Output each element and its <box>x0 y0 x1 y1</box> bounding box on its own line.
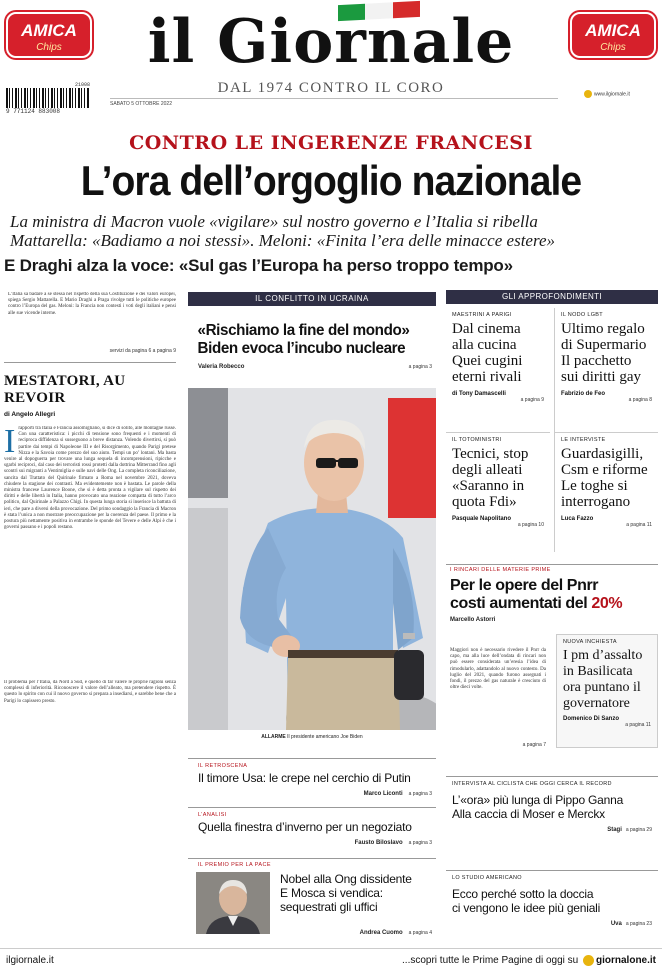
box-ref: a pagina 9 <box>520 397 544 403</box>
basilicata-ref: a pagina 11 <box>625 722 651 728</box>
lead-intro-text: L’Italia sa badare a se stessa nel rispetto della sua Costituzione e dei valori europei, spiega Sergio Mattarella. E Mario Draghi a Praga rivolge tutti le politiche europee contro l’Europa del gas. Meloni: la Francia non contesti i voti degli italiani e pensi alle sue vicende interne. <box>8 292 176 316</box>
analisi-section[interactable] <box>188 807 436 846</box>
rincari-body: Maggiori non è necessario rivedere il Pnrr da capo, ma alla luce dell’ondata di rincari non può essere considerata un’eresia l’idea di rimodularlo, adattandolo al nuovo contesto. Da luglio del 2021, quando furono assegnati i fondi, il prezzo del gas naturale è cresciuto di oltre dieci volte. <box>446 646 550 734</box>
approf-box-1[interactable] <box>446 308 550 438</box>
ad-sub: Chips <box>600 42 626 53</box>
caption-text: Il presidente americano Joe Biden <box>287 734 363 740</box>
issue-number: 21008 <box>74 82 90 88</box>
left-column <box>4 290 176 940</box>
ad-brand: AMICA <box>585 21 641 40</box>
rincari-headline <box>450 577 654 613</box>
barcode-number: 9 771124 883008 <box>6 108 61 115</box>
editorial-body-text: rapporti tra Italia e Francia assomigliano, si dice di solito, alle montagne russe. Con una caratteristica: i picchi di tensione sono frequenti e i momenti di reciproca diffidenza si susseguono a breve distanza. Volendo divertirsi, si può partire dai tempi di Napoleone III e del Risorgimento, quando Parigi pretese Nizza e la Savoia come prezzo del suo aiuto. Tempi un po’ lontani. Ma basta venire al dopoguerra per trovare una lunga sequela di incomprensioni, ripicche e sgarbi reciproci, dal caso dei terroristi rossi protetti dalla dottrina Mitterrand fino agli scontri sui migranti a Ventimiglia e sulle navi delle Ong. La completa riconciliazione, sancita dal Trattato del Quirinale firmato a Roma nel novembre 2021, doveva chiudere la stagione dei contrasti. Ma evidentemente non è bastata. Le parole della ministra francese Laurence Boone, che si è detta pronta a vigilare sul rispetto dei diritti e delle libertà in Italia, hanno provocato una reazione compatta di tutto l’arco politico, dal Quirinale a Palazzo Chigi. In questa lunga storia si inserisce la battuta di ieri, che pare a diversi della provocazione. Del primo sondaggio la Francia di Macron è stata l’unica a non mostrare preoccupazione per la coerenza del paese. Il primo e la postura più nettamente positiva in entrambe le sponde del Tevere e delle Alpi è che i governi passano e i popoli restano. <box>4 426 176 531</box>
ukraine-section-bar: IL CONFLITTO IN UCRAINA <box>188 292 436 306</box>
ad-amica-chips-left[interactable] <box>6 12 92 58</box>
ganna-byline: Stagi <box>607 827 622 833</box>
divider <box>188 758 436 759</box>
studio-byline: Uva <box>610 921 622 927</box>
box-byline: Pasquale Napolitano <box>452 516 512 522</box>
footer-promo[interactable] <box>402 955 656 966</box>
retroscena-headline: Il timore Usa: le crepe nel cerchio di Putin <box>198 771 411 785</box>
retroscena-section[interactable] <box>188 758 436 797</box>
ganna-headline-1: L’«ora» più lunga di Pippo Ganna <box>452 793 624 807</box>
giornalone-logo-icon <box>583 955 594 966</box>
box-headline: Guardasigilli, Csm e riforme Le toghe si interrogano <box>561 446 648 510</box>
nobel-byline: Andrea Cuomo <box>359 930 403 936</box>
studio-label: LO STUDIO AMERICANO <box>452 875 522 881</box>
lead-kicker: CONTRO LE INGERENZE FRANCESI <box>129 132 533 154</box>
rincari-section[interactable] <box>446 564 658 634</box>
approf-box-3[interactable] <box>446 432 550 552</box>
approf-box-2[interactable] <box>554 308 658 438</box>
lead-headline[interactable]: L’ora dell’orgoglio nazionale <box>80 157 582 204</box>
ganna-headline <box>452 793 652 821</box>
nobel-ref: a pagina 4 <box>408 930 432 936</box>
biden-photo-illustration <box>188 388 436 730</box>
box-ref: a pagina 11 <box>626 522 652 528</box>
footer-promo-site: giornalone.it <box>596 955 656 967</box>
photo-caption <box>188 734 436 740</box>
box-label: MAESTRINI A PARIGI <box>452 312 512 318</box>
rincari-headline-2: costi aumentati del <box>450 595 592 612</box>
website-box[interactable] <box>584 90 654 99</box>
nobel-byline-row <box>360 930 432 936</box>
analisi-ref: a pagina 3 <box>408 840 432 846</box>
divider <box>188 807 436 808</box>
rincari-pct: 20% <box>591 595 623 612</box>
caption-label: ALLARME <box>261 734 286 740</box>
barcode <box>6 82 90 115</box>
rincari-byline: Marcello Astorri <box>450 617 496 623</box>
analisi-headline: Quella finestra d’inverno per un negoziato <box>198 820 412 834</box>
deck-line-1: La ministra di Macron vuole «vigilare» sul nostro governo e l’Italia si ribella <box>10 212 538 231</box>
ukraine-section <box>188 292 436 942</box>
editorial-title[interactable]: MESTATORI, AU REVOIR <box>4 373 126 406</box>
ad-brand: AMICA <box>21 21 77 40</box>
box-label: IL TOTOMINISTRI <box>452 437 502 443</box>
box-label: IL NODO LGBT <box>561 312 603 318</box>
editorial-body-2: Il problema per l’Italia, da Nord a Sud, è quello di far valere le proprie ragioni senza complessi di inferiorità. Riconoscere il valore dell’alleato, ma pretendere rispetto. È questo lo spirito con cui il nuovo governo si prepara a insediarsi, e sarebbe bene che a Parigi lo capissero presto. <box>4 680 176 704</box>
right-column <box>446 290 658 940</box>
nobel-headline-3: sequestrati gli uffici <box>280 900 378 914</box>
ganna-byline-row <box>452 827 652 833</box>
divider <box>188 858 436 859</box>
footer <box>0 948 662 972</box>
retroscena-byline: Marco Liconti <box>363 791 403 797</box>
ganna-box[interactable] <box>446 776 658 838</box>
ukraine-byline: Valeria Robecco <box>198 364 245 370</box>
globe-icon <box>584 90 592 98</box>
studio-byline-row <box>452 921 652 927</box>
issue-date: SABATO 5 OTTOBRE 2022 <box>110 101 172 107</box>
nobel-headline-1: Nobel alla Ong dissidente <box>280 872 412 886</box>
studio-headline <box>452 887 652 915</box>
ukraine-byline-row <box>188 364 436 370</box>
rincari-label: I RINCARI DELLE MATERIE PRIME <box>450 567 551 573</box>
masthead <box>0 0 662 118</box>
studio-ref: a pagina 23 <box>625 921 652 927</box>
biden-photo[interactable] <box>188 388 436 730</box>
analisi-byline: Fausto Biloslavo <box>354 840 403 846</box>
deck-line-3: E Draghi alza la voce: «Sul gas l’Europa ha perso troppo tempo» <box>4 256 513 275</box>
editorial-author: di Angelo Allegri <box>4 411 56 418</box>
studio-box[interactable] <box>446 870 658 936</box>
footer-site-link[interactable]: ilgiornale.it <box>6 955 54 966</box>
nobel-headline <box>280 872 430 914</box>
studio-headline-2: ci vengono le idee più geniali <box>452 901 601 915</box>
editorial-body <box>4 426 176 676</box>
rincari-ref[interactable]: a pagina 7 <box>522 742 546 748</box>
box-headline: Dal cinema alla cucina Quei cugini eterni rivali <box>452 321 523 385</box>
deck-line-2: Mattarella: «Badiamo a noi stessi». Meloni: «Finita l’era delle minacce estere» <box>10 231 555 250</box>
newspaper-logo[interactable]: il Giornale <box>147 7 515 77</box>
footer-promo-text: ...scopri tutte le Prime Pagine di oggi su <box>402 955 579 967</box>
ukraine-headline-2: Biden evoca l’incubo nucleare <box>197 340 406 357</box>
retroscena-byline-row <box>188 791 436 797</box>
ganna-headline-2: Alla caccia di Moser e Merckx <box>452 807 605 821</box>
box-ref: a pagina 10 <box>517 522 544 528</box>
box-ref: a pagina 8 <box>628 397 652 403</box>
ad-sub: Chips <box>36 42 62 53</box>
lead-deck <box>10 212 658 250</box>
portrait-icon <box>196 872 270 934</box>
approfondimenti-bar: GLI APPROFONDIMENTI <box>446 290 658 304</box>
editorial-dropcap: I <box>4 426 16 460</box>
divider <box>4 362 176 363</box>
nobel-portrait <box>196 872 270 934</box>
nobel-section[interactable] <box>188 858 436 942</box>
box-byline: Luca Fazzo <box>561 516 594 522</box>
box-label: LE INTERVISTE <box>561 437 606 443</box>
box-headline: Ultimo regalo di Supermario Il pacchetto sui diritti gay <box>561 321 647 385</box>
box-headline: Tecnici, stop degli alleati «Saranno in quota Fdi» <box>452 446 529 510</box>
ukraine-ref[interactable]: a pagina 3 <box>408 364 432 370</box>
studio-headline-1: Ecco perché sotto la doccia <box>452 887 594 901</box>
nobel-label: IL PREMIO PER LA PACE <box>198 862 271 868</box>
tagline: DAL 1974 CONTRO IL CORO <box>217 80 445 96</box>
approf-box-4[interactable] <box>554 432 658 552</box>
retroscena-label: IL RETROSCENA <box>198 763 248 769</box>
dateline <box>110 98 558 107</box>
nobel-headline-2: E Mosca si vendica: <box>280 886 383 900</box>
analisi-byline-row <box>188 840 436 846</box>
basilicata-byline: Domenico Di Sanzo <box>563 716 620 722</box>
basilicata-label: NUOVA INCHIESTA <box>563 639 617 645</box>
basilicata-box[interactable] <box>556 634 658 748</box>
ukraine-headline[interactable] <box>188 322 424 358</box>
ukraine-headline-1: «Rischiamo la fine del mondo» <box>197 322 410 339</box>
basilicata-headline: I pm d’assalto in Basilicata ora puntano il governatore <box>563 648 643 711</box>
rincari-headline-1: Per le opere del Pnrr <box>450 577 599 594</box>
ganna-label: INTERVISTA AL CICLISTA CHE OGGI CERCA IL RECORD <box>452 781 612 787</box>
box-byline: Fabrizio de Feo <box>561 391 606 397</box>
lead-intro-ref[interactable]: servizi da pagina 6 a pagina 9 <box>109 348 176 354</box>
barcode-bars <box>6 88 90 108</box>
ad-amica-chips-right[interactable] <box>570 12 656 58</box>
ganna-ref: a pagina 29 <box>625 827 652 833</box>
website-url: www.ilgiornale.it <box>594 91 630 98</box>
box-byline: di Tony Damascelli <box>452 391 506 397</box>
retroscena-ref: a pagina 3 <box>408 791 432 797</box>
analisi-label: L’ANALISI <box>198 812 227 818</box>
